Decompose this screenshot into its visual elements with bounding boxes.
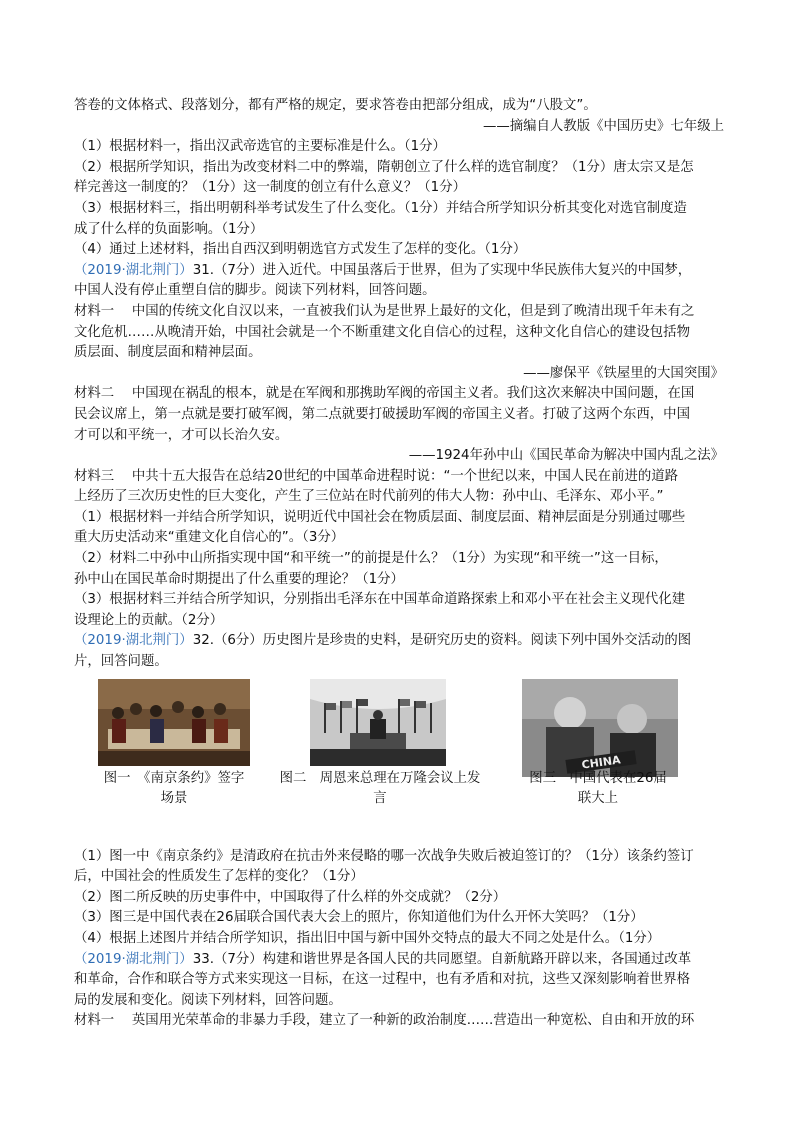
caption-figure-1: 图一 《南京条约》签字 场景	[103, 770, 245, 806]
q31-head: （2019·湖北荆门）31.（7分）进入近代。中国虽落后于世界，但为了实现中华民族伟大复兴的中国梦，	[74, 262, 692, 278]
q31-material1-source: ——廖保平《铁屋里的大国突围》	[523, 365, 724, 381]
q31-material3-cont: 上经历了三次历史性的巨大变化，产生了三位站在时代前列的伟大人物：孙中山、毛泽东、邓小平。”	[74, 489, 664, 505]
photo-nanjing-treaty-signing	[98, 679, 250, 766]
intro-text: 答卷的文体格式、段落划分，都有严格的规定，要求答卷由把部分组成，成为“八股文”。	[74, 98, 597, 113]
photo-bandung-conference	[310, 679, 446, 766]
q33-body: 和革命，合作和联合等方式来实现这一目标，在这一过程中，也有矛盾和对抗，这些又深刻影响着世界格	[74, 972, 690, 988]
q31-source: （2019·湖北荆门）	[74, 262, 193, 278]
q31-question: 孙中山在国民革命时期提出了什么重要的理论？（1分）	[74, 571, 404, 587]
q30-sub3: （3）根据材料三，指出明朝科举考试发生了什么变化。（1分）并结合所学知识分析其变化对选官制度造	[74, 200, 687, 216]
q32-source: （2019·湖北荆门）	[74, 633, 193, 649]
q31-question: （3）根据材料三并结合所学知识，分别指出毛泽东在中国革命道路探索上和邓小平在社会主义现代化建	[74, 592, 686, 608]
q30-sub2-cont: 样完善这一制度的？（1分）这一制度的创立有什么意义？（1分）	[74, 180, 466, 196]
q31-material2-source: ——1924年孙中山《国民革命为解决中国内乱之法》	[408, 448, 724, 464]
q33-body: 局的发展和变化。阅读下列材料，回答问题。	[74, 992, 342, 1008]
q30-sub4: （4）通过上述材料，指出自西汉到明朝选官方式发生了怎样的变化。（1分）	[74, 242, 527, 258]
q31-material1-cont: 质层面、制度层面和精神层面。	[74, 345, 262, 361]
photo-un-26th-session	[522, 679, 678, 777]
q32-head: （2019·湖北荆门）32.（6分）历史图片是珍贵的史料，是研究历史的资料。阅读下列中国外交活动的图	[74, 633, 692, 649]
q32-question: （2）图二所反映的历史事件中，中国取得了什么样的外交成就？（2分）	[74, 889, 507, 905]
q31-question: 设理论上的贡献。（2分）	[74, 612, 224, 628]
q31-question: （2）材料二中孙中山所指实现中国“和平统一”的前提是什么？（1分）为实现“和平统一”这一目标，	[74, 551, 668, 567]
q31-material2-cont: 民会议席上，第一点就是要打破军阀，第二点就要打破援助军阀的帝国主义者。打破了这两个东西，中国	[74, 406, 690, 422]
q32-question: （3）图三是中国代表在26届联合国代表大会上的照片，你知道他们为什么开怀大笑吗？（1分）	[74, 910, 644, 926]
photo-row	[74, 677, 724, 847]
q31-material1-cont: 文化危机……从晚清开始，中国社会就是一个不断重建文化自信心的过程，这种文化自信心的建设包括物	[74, 324, 690, 340]
q33-source: （2019·湖北荆门）	[74, 951, 193, 967]
q30-sub2: （2）根据所学知识，指出为改变材料二中的弊端，隋朝创立了什么样的选官制度？（1分）唐太宗又是怎	[74, 159, 694, 175]
q32-question: 后，中国社会的性质发生了怎样的变化？（1分）	[74, 869, 364, 885]
q31-head-cont: 中国人没有停止重塑自信的脚步。阅读下列材料，回答问题。	[74, 283, 436, 299]
caption-figure-3: 图三 中国代表在26届 联大上	[529, 770, 667, 806]
china-nameplate: CHINA	[580, 752, 622, 772]
q32-head-cont: 片，回答问题。	[74, 654, 168, 670]
q32-question: （4）根据上述图片并结合所学知识，指出旧中国与新中国外交特点的最大不同之处是什么。（1分）	[74, 931, 661, 946]
q31-material3: 材料三 中共十五大报告在总结20世纪的中国革命进程时说：“一个世纪以来，中国人民在前进的道路	[74, 468, 679, 484]
q31-material1: 材料一 中国的传统文化自汉以来，一直被我们认为是世界上最好的文化，但是到了晚清出现千年未有之	[74, 303, 695, 319]
q30-sub1: （1）根据材料一，指出汉武帝选官的主要标准是什么。（1分）	[74, 139, 446, 155]
caption-figure-2: 图二 周恩来总理在万隆会议上发 言	[279, 770, 481, 806]
q31-material2: 材料二 中国现在祸乱的根本，就是在军阀和那携助军阀的帝国主义者。我们这次来解决中国问题，在国	[74, 386, 695, 402]
intro-source: ——摘编自人教版《中国历史》七年级上	[482, 118, 724, 134]
q33-material1: 材料一 英国用光荣革命的非暴力手段，建立了一种新的政治制度……营造出一种宽松、自由和开放的环	[74, 1013, 695, 1029]
q33-head: （2019·湖北荆门）33.（7分）构建和谐世界是各国人民的共同愿望。自新航路开辟以来，各国通过改革	[74, 951, 692, 967]
q30-sub3-cont: 成了什么样的负面影响。（1分）	[74, 221, 264, 237]
q32-question: （1）图一中《南京条约》是清政府在抗击外来侵略的哪一次战争失败后被迫签订的？（1分）该条约签订	[74, 848, 694, 864]
q31-question: 重大历史活动来“重建文化自信心的”。（3分）	[74, 530, 345, 546]
q31-material2-cont: 才可以和平统一，才可以长治久安。	[74, 427, 289, 443]
q31-question: （1）根据材料一并结合所学知识，说明近代中国社会在物质层面、制度层面、精神层面是分别通过哪些	[74, 509, 686, 525]
exam-page	[74, 96, 724, 1032]
